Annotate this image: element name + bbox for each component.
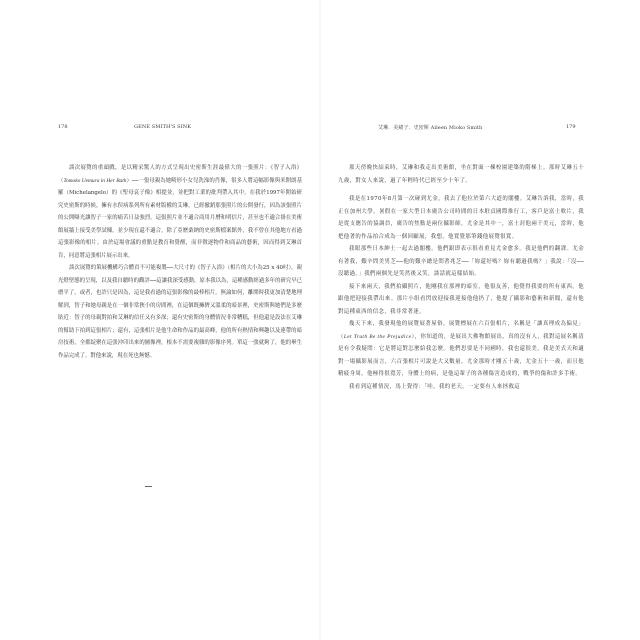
right-paragraph-1: 我是在1970年8月第一次碰到尤金，我去了他位於第六大道的閣樓。艾琳告訴我，當時，我正在加州大學，暑假在一家大型日本廣告公司時間的日本駐貞國際推行工，客戶是富士軟片，我是從支應告的協調員，廣告的焦點是兩位攝影師，尤金是其中一，富士封他兩千美元，當時，他把他著的作品拍合成為一個回顧展，我想，他寬覺那筆錢他展覽很寬。: [338, 196, 584, 240]
right-page-number: 179: [566, 124, 576, 130]
right-running-head: 艾琳．美緒子．史密斯 Aileen Mioko Smith: [378, 125, 483, 131]
right-paragraph-5: 我看到這種情況，馬上覺得：「哇，我的老天，一定要有人來拯救這: [349, 383, 521, 390]
left-footer-mark: [145, 486, 152, 487]
left-paragraph-1: 談次展覽的重頭戲，是以精采驚人的方式呈現出史密斯生涯最偉大的一張照片：《智子入浴》（Tomoko Uemura in Her Bath）──一張母親為她畸形小女兒洗澡的肖像，很多人將這幅影像與米開朗基羅（Michelangelo）的《聖母哀子像》相提並，並把對工業的批判帶入其中。在我於1997年開始研究史密斯的時候，擁有水俣病系列所有素材版權的艾琳，已經撤銷那張照片的公開發行，因為該張照片的公開曝光讓智子一家的痛苦日益強烈。這張照片並不適合商用月曆和明信片，甚至也不適合掛在美術館展牆上接受美學試煉。並少現在還不適合。除了亞歷桑納的史密斯檔案館外，我不曾在其他地方看過這張影像的相片。由於這場會議的重點是教育和覺醒，而非徵逐物件和商品的藝術，因而得到艾琳首肯，同意將這張相片展示出來。: [58, 165, 302, 259]
right-page: [320, 0, 640, 640]
left-paragraph-2: 談次展覽的策展機構巧合體貢不可能複製──大尺寸的《智子入浴》（相片的大小為25 x 40吋），親光燈堅態的呈現，以及我自聽時的觀評──這讓我深受感動，原本我以為，這種感動經過多年的研究早已磨平了。或者，也許只是因為，這是我看過的這張影像的最棒相片。無論如何，離開時我更加清楚地理解到，智子和她母親是在一個非常狹小的房間裡，在這個既擁擠又溫柔的暗景裡，史密斯與她們是多麼貼近：智子的母親對拍和艾琳的信任又有多深；還有史密斯的身體情況非常糟糕，但他還是設法在艾琳的幫助下拍到這張相片；還有，這張相片是他生命和作品的最高峰，他的所有熱情和興趣以及連帶的暗房技術，全都綻聚在這張沖印出來的圖像裡，根本不需要複雜的影像序列。單這一張就夠了，他的畢生作品完成了。對他來說，現在死也無憾。: [58, 265, 302, 359]
right-body-text: [338, 162, 584, 393]
left-body-text: [58, 162, 302, 362]
right-paragraph-4: 幾天下來，我發現他的展覽展著屋俗，展覽標展在六百張相片，名稱是「讓真理成為偏見」（Let Truth Be the Prejudice），你知道的，是展出大佛物館展出，真的沒有人，我對這展名稱清是有令我疑問：它是將這對怎麼給我怎麼。他們思要是不同國時，我也還很美，我是美式天和適對一場攝影展而言，六百張相片可說是大又數量。尤金那時才剛五十歲，尤金五十一歲，而且他精疲身周，他極得很寬芳，身體上的病，是他這輩子的各種傷害造成的，戰爭的傷和許多手術。: [338, 321, 584, 377]
left-page-number: 178: [58, 124, 68, 130]
left-running-head: GENE SMITH'S SINK: [134, 124, 192, 130]
right-paragraph-2: 我眼那些日本紳士一起去過閣樓。他們跟即表示很看重見尤金愈多。我是他們的翻譯。尤金有著我，艱辛問美男芝──他的艱辛總是問著兆芝──「妳還好嗎？妳有聽過我嗎？」我說：「沒──沒聽過。」我們兩個先是笑然後又笑，談話就這樣結始。: [338, 246, 584, 277]
right-paragraph-3: 接下來兩天，我們拍攝照片，他剛我在那裡的暗室，他很友善，他覺得我要的所有東西。他跟他把迎接我帶出來。那片小组看閃放迎接我迎接他他扔了，他提了攝影和藝術和新聞，還有他對這種東西的信念，我非常著迷。: [338, 283, 584, 315]
right-intro: 那天傍晚快結束時，艾琳和我走出美術館，坐在對面一棟校園建築的階梯上。那時艾琳五十九歲，對女人來說，過了年輕時代已經至少十年了。: [338, 165, 584, 184]
